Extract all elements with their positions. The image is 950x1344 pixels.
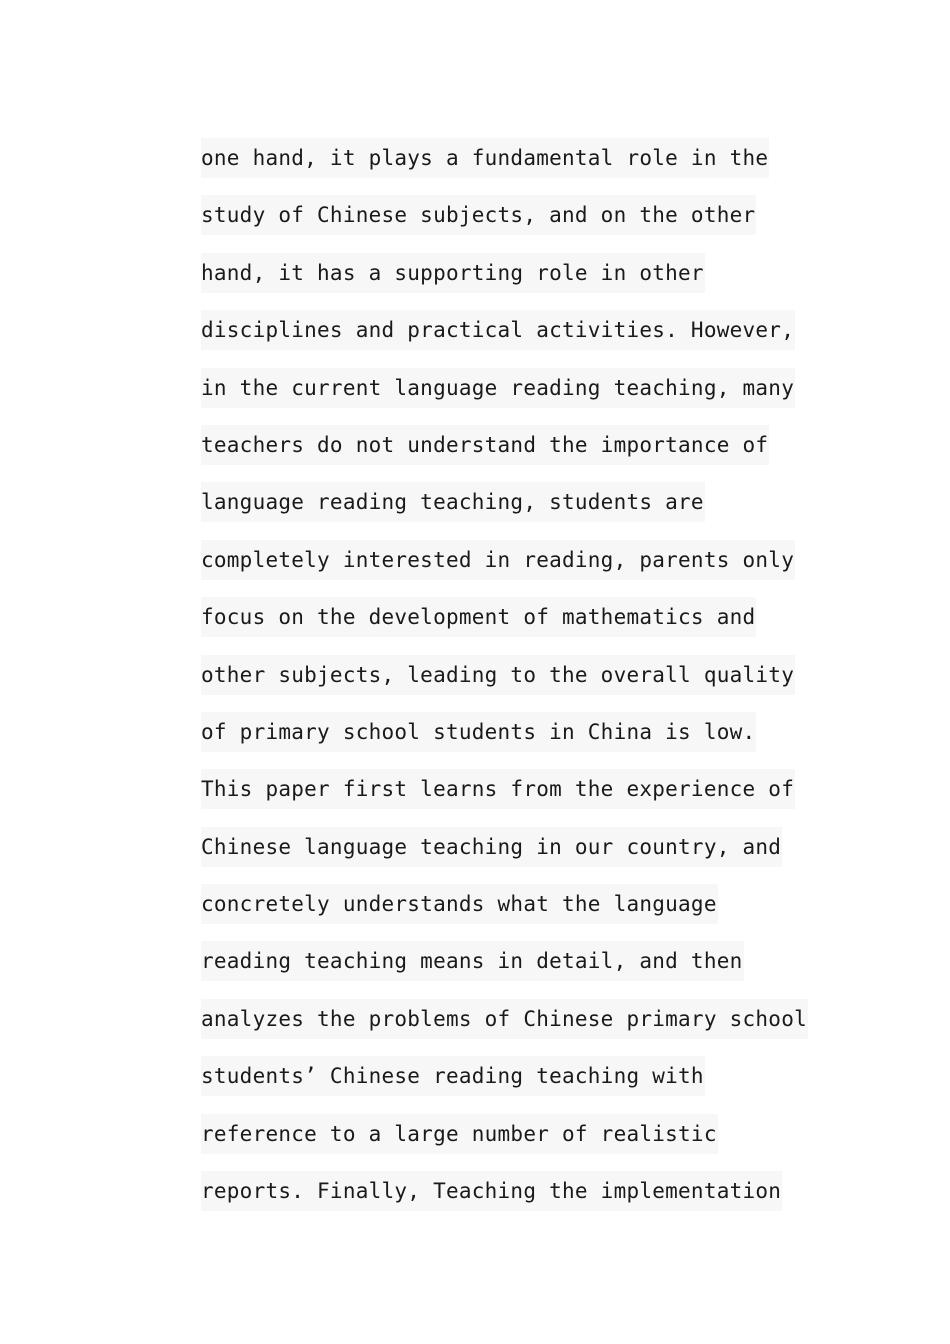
text-line [201,1171,821,1228]
text-line-content: teachers do not understand the importance of [201,425,769,465]
text-line [201,310,821,367]
text-line-content: language reading teaching, students are [201,482,705,522]
text-line [201,195,821,252]
text-line-content: disciplines and practical activities. However, [201,310,795,350]
text-line-content: one hand, it plays a fundamental role in the [201,138,769,178]
text-line [201,540,821,597]
text-line [201,769,821,826]
text-line [201,253,821,310]
text-line [201,368,821,425]
text-line-content: analyzes the problems of Chinese primary school [201,999,808,1039]
text-line-content: reading teaching means in detail, and then [201,941,744,981]
text-line [201,655,821,712]
text-line [201,425,821,482]
text-line-content: in the current language reading teaching, many [201,368,795,408]
text-line-content: students’ Chinese reading teaching with [201,1056,705,1096]
text-line-content: study of Chinese subjects, and on the other [201,195,756,235]
text-line-content: reference to a large number of realistic [201,1114,718,1154]
text-line-content: concretely understands what the language [201,884,718,924]
text-line-content: of primary school students in China is low. [201,712,756,752]
text-line-content: other subjects, leading to the overall quality [201,655,795,695]
text-line-content: reports. Finally, Teaching the implementation [201,1171,782,1211]
text-line [201,712,821,769]
text-line-content: focus on the development of mathematics and [201,597,756,637]
text-line-content: This paper first learns from the experience of [201,769,795,809]
text-line [201,999,821,1056]
text-line [201,597,821,654]
text-line-content: Chinese language teaching in our country, and [201,827,782,867]
text-line-content: hand, it has a supporting role in other [201,253,705,293]
text-line [201,482,821,539]
text-line [201,941,821,998]
text-line-content: completely interested in reading, parents only [201,540,795,580]
text-line [201,884,821,941]
body-text [201,138,821,1228]
text-line [201,827,821,884]
text-line [201,1114,821,1171]
text-line [201,1056,821,1113]
text-line [201,138,821,195]
